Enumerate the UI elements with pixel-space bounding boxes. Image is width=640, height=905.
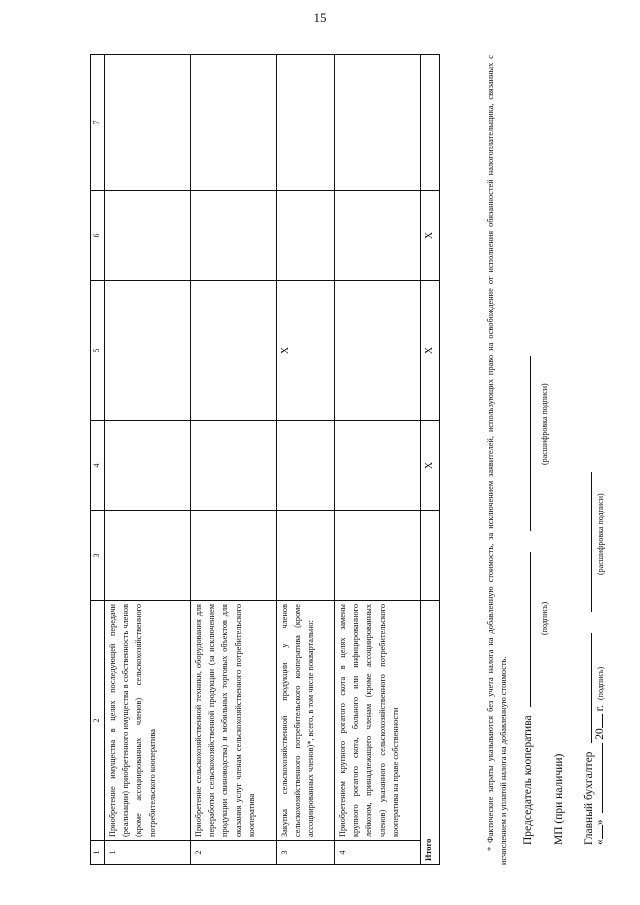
chairman-label: Председатель кооператива — [522, 715, 534, 845]
col-header-3: 3 — [91, 511, 105, 601]
x-mark: X — [420, 421, 439, 511]
table-cell — [190, 55, 276, 191]
table-cell — [104, 281, 190, 421]
table-cell — [190, 421, 276, 511]
date-open-quote: « — [594, 839, 606, 845]
chairman-signature-caption: (подпись) — [540, 601, 549, 635]
table-cell — [334, 281, 420, 421]
footnote: * Фактические затраты указываются без учета налога на добавленную стоимость, за исключением заявителей, использующих право на освобождение от исполнения обязанностей налогоплательщика, связанных с исчислением и уплатой налога на добавленную стоимость. — [486, 55, 509, 865]
seal-label: МП (при наличии) — [553, 753, 565, 845]
accountant-signature-caption: (подпись) — [596, 666, 605, 700]
table-cell — [276, 511, 334, 601]
col-header-5: 5 — [91, 281, 105, 421]
month-blank — [592, 743, 603, 813]
accountant-decoding-caption: (расшифровка подписи) — [596, 493, 605, 575]
table-row — [276, 55, 334, 865]
accountant-label: Главный бухгалтер — [583, 751, 595, 845]
col-header-7: 7 — [91, 55, 105, 191]
signature-blank — [581, 633, 592, 743]
table-cell — [334, 511, 420, 601]
table-cell — [190, 191, 276, 281]
date-line — [592, 705, 606, 845]
col-header-2: 2 — [91, 601, 105, 841]
signature-blank — [520, 552, 531, 707]
table-cell — [276, 421, 334, 511]
table-row — [104, 55, 190, 865]
x-mark: X — [276, 281, 334, 421]
table-row — [190, 55, 276, 865]
col-header-6: 6 — [91, 191, 105, 281]
year-blank — [592, 714, 603, 728]
table-cell — [420, 511, 439, 601]
x-mark: X — [420, 281, 439, 421]
row-description: Приобретение имущества в целях последующей передачи (реализации) приобретенного имущества в собственность членов (кроме ассоциированных членов) сельскохозяйственного потребительского кооператива — [104, 601, 190, 841]
table-cell — [276, 55, 334, 191]
table-row — [334, 55, 420, 865]
date-close-quote: » — [594, 819, 606, 826]
table-cell — [420, 55, 439, 191]
col-header-1: 1 — [91, 841, 105, 865]
total-row — [420, 55, 439, 865]
table-cell — [104, 421, 190, 511]
table-cell — [104, 191, 190, 281]
x-mark: X — [420, 191, 439, 281]
row-description: Приобретение сельскохозяйственной техники, оборудования для переработки сельскохозяйственной продукции (за исключением продукции свиноводства) и мобильных торговых объектов для оказания услуг членам сельскохозяйственного потребительского кооператива — [190, 601, 276, 841]
year-prefix: 20 — [594, 728, 606, 740]
decoding-blank — [520, 356, 531, 531]
table-cell — [190, 281, 276, 421]
row-description: Приобретением крупного рогатого скота в целях замены крупного рогатого скота, больного или инфицированного лейкозом, принадлежащего членам (кроме ассоциированных членов) указанного сельскохозяйственного потребительского кооператива на праве собственности — [334, 601, 420, 841]
table-cell — [104, 55, 190, 191]
table-cell — [334, 55, 420, 191]
table-cell — [334, 421, 420, 511]
table-cell — [276, 191, 334, 281]
expense-table — [90, 54, 440, 865]
row-description: Закупка сельскохозяйственной продукции у членов сельскохозяйственного потребительского кооператива (кроме ассоциированных членов)*, всего, в том числе поквартально: — [276, 601, 334, 841]
row-number: 2 — [190, 841, 276, 865]
row-number: 3 — [276, 841, 334, 865]
row-number: 4 — [334, 841, 420, 865]
chairman-decoding-caption: (расшифровка подписи) — [540, 383, 549, 465]
table-header-row — [91, 55, 105, 865]
rotated-landscape-content — [80, 15, 610, 875]
row-number: 1 — [104, 841, 190, 865]
table-cell — [190, 511, 276, 601]
table-cell — [334, 191, 420, 281]
table-cell — [104, 511, 190, 601]
day-blank — [592, 825, 603, 839]
total-label: Итого — [420, 601, 439, 865]
chairman-signature-line — [520, 356, 534, 845]
page-number: 15 — [313, 10, 327, 25]
year-suffix: г. — [594, 705, 606, 712]
decoding-blank — [581, 472, 592, 612]
col-header-4: 4 — [91, 421, 105, 511]
